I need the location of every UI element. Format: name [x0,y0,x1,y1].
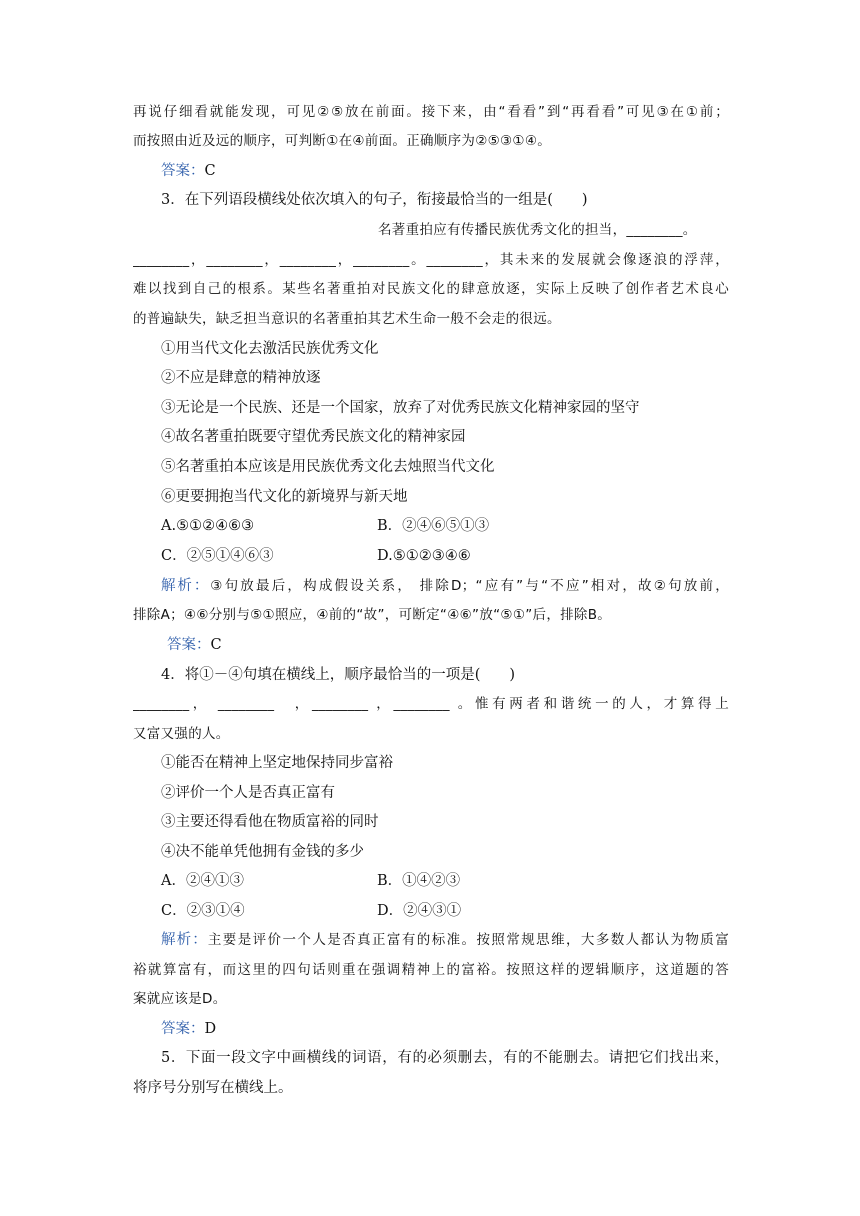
answer-line [161,160,729,182]
question-3-item: ①用当代文化去激活民族优秀文化 [161,341,379,357]
question-3-passage-line: ________，________，________，________。________，其未来的发展就会像逐浪的浮萍， [133,252,729,268]
answer-label: 答案： [161,1021,205,1037]
question-3-option-c: C．②⑤①④⑥③ [161,548,274,564]
question-4-analysis-line: 裕就算富有，而这里的四句话则重在强调精神上的富裕。按照这样的逻辑顺序，这道题的答 [133,962,729,978]
question-3-item: ⑥更要拥抱当代文化的新境界与新天地 [161,489,408,505]
question-4-analysis-line: 案就应该是D。 [133,991,227,1007]
question-3-stem: 3．在下列语段横线处依次填入的句子，衔接最恰当的一组是( ) [161,192,588,208]
question-3-item: ③无论是一个民族、还是一个国家，放弃了对优秀民族文化精神家园的坚守 [161,400,640,416]
question-3-passage-line: 的普遍缺失，缺乏担当意识的名著重拍其艺术生命一般不会走的很远。 [133,311,561,327]
analysis-label: 解析： [161,578,211,594]
answer-value: C [210,637,222,653]
question-4-passage-line: 又富又强的人。 [133,726,230,742]
question-4-item: ②评价一个人是否真正富有 [161,785,335,801]
answer-value: C [204,163,216,179]
question-3-item: ②不应是肆意的精神放逐 [161,370,321,386]
answer-label: 答案： [167,637,211,653]
question-3-passage-line: 难以找到自己的根系。某些名著重拍对民族文化的肆意放逐，实际上反映了创作者艺术良心 [133,281,729,297]
question-4-option-b: B．①④②③ [377,873,461,889]
question-3-option-a: A.⑤①②④⑥③ [161,518,255,534]
answer-line [167,634,735,656]
question-4-stem: 4．将①－④句填在横线上，顺序最恰当的一项是( ) [161,667,516,683]
analysis-label: 解析： [161,932,208,948]
answer-value: D [204,1021,217,1037]
question-3-analysis-line: 排除A；④⑥分别与⑤①照应，④前的“故”，可断定“④⑥”放“⑤①”后，排除B。 [133,607,612,623]
question-3-analysis-line [161,575,729,597]
answer-label: 答案： [161,163,205,179]
question-4-analysis-line [161,929,729,951]
question-4-option-d: D．②④③① [377,903,462,919]
question-4-item: ③主要还得看他在物质富裕的同时 [161,814,379,830]
explanation-line: 而按照由近及远的顺序，可判断①在④前面。正确顺序为②⑤③①④。 [133,133,552,149]
question-5-stem-line: 5．下面一段文字中画横线的词语，有的必须删去，有的不能删去。请把它们找出来， [161,1050,729,1066]
question-4-item: ④决不能单凭他拥有金钱的多少 [161,844,364,860]
question-5-stem-line: 将序号分别写在横线上。 [133,1080,293,1096]
question-3-item: ④故名著重拍既要守望优秀民族文化的精神家园 [161,429,466,445]
question-4-option-a: A．②④①③ [161,873,244,889]
question-3-passage-line: 名著重拍应有传播民族优秀文化的担当，________。 [378,222,697,238]
question-4-option-c: C．②③①④ [161,903,245,919]
question-3-option-d: D.⑤①②③④⑥ [377,548,471,564]
analysis-text: ③句放最后，构成假设关系， 排除D；“应有”与“不应”相对，故②句放前， [210,578,729,594]
question-4-item: ①能否在精神上坚定地保持同步富裕 [161,755,393,771]
answer-line [161,1018,729,1040]
explanation-line: 再说仔细看就能发现，可见②⑤放在前面。接下来，由“看看”到“再看看”可见③在①前； [133,104,729,120]
question-4-passage-line: ________， ________ ，________ ，________ 。惟有两者和谐统一的人，才算得上 [133,696,729,712]
analysis-text: 主要是评价一个人是否真正富有的标准。按照常规思维，大多数人都认为物质富 [207,932,729,948]
question-3-item: ⑤名著重拍本应该是用民族优秀文化去烛照当代文化 [161,459,495,475]
question-3-option-b: B．②④⑥⑤①③ [377,518,490,534]
